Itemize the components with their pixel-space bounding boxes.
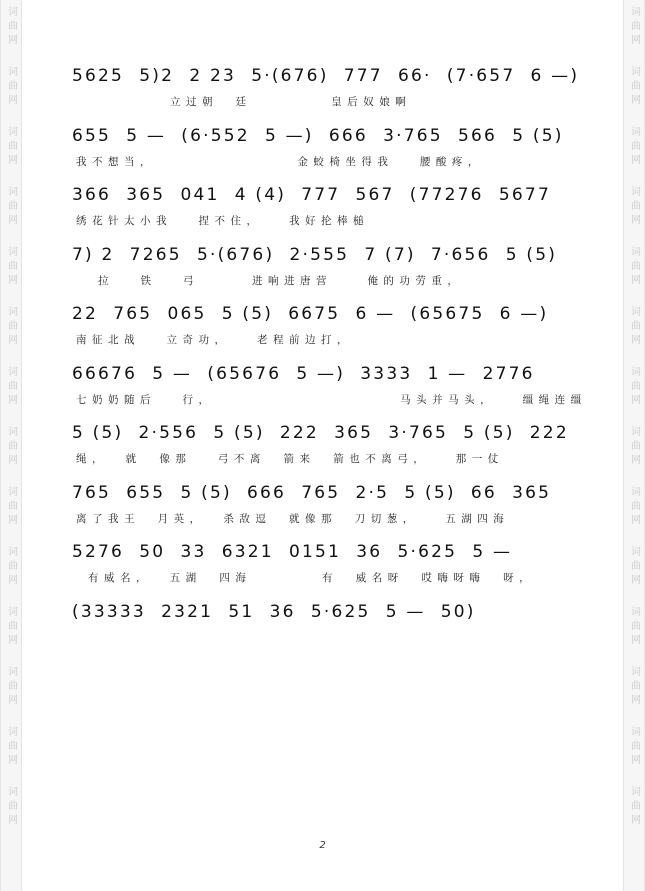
lyric-line: 有威名， 五湖 四海 有 威名呀 哎嗨呀嗨 呀， (88, 572, 536, 584)
lyric-line: 七奶奶随后 行， 马头并马头， 缰绳连缰 (76, 393, 587, 406)
jianpu-score (72, 50, 587, 645)
notation-line: 66676 5 — (65676 5 —) 3333 1 — 2776 (72, 363, 535, 384)
score-system (72, 229, 581, 289)
notation-line: 5 (5) 2·556 5 (5) 222 365 3·765 5 (5) 222 (72, 423, 569, 443)
notation-line: 655 5 — (6·552 5 —) 666 3·765 566 5 (5) (72, 125, 564, 146)
watermark-text: 词曲网 (628, 726, 640, 768)
watermark-text: 词曲网 (5, 246, 17, 288)
watermark-text: 词曲网 (5, 546, 17, 588)
score-system (72, 467, 581, 527)
score-system (72, 110, 581, 170)
watermark-text: 词曲网 (5, 306, 17, 348)
score-system (72, 50, 581, 110)
lyric-line: 绣花针太小我 捏不住， 我好抡棒槌 (76, 215, 370, 227)
notation-line: 765 655 5 (5) 666 765 2·5 5 (5) 66 365 (72, 482, 552, 503)
watermark-text: 词曲网 (628, 186, 640, 228)
score-system (72, 407, 581, 467)
score-system (72, 348, 587, 408)
score-system (72, 288, 581, 348)
lyric-line: 绳， 就 像那 弓不离 箭来 箭也不离弓， 那一仗 (76, 453, 504, 465)
watermark-text: 词曲网 (628, 426, 640, 468)
watermark-text: 词曲网 (5, 426, 17, 468)
watermark-text: 词曲网 (5, 366, 17, 408)
watermark-text: 词曲网 (5, 66, 17, 108)
notation-line: 7) 2 7265 5·(676) 2·555 7 (7) 7·656 5 (5) (72, 244, 558, 265)
watermark-text: 词曲网 (5, 666, 17, 708)
lyric-line: 拉 铁 弓 进响进唐营 俺的功劳重， (98, 274, 464, 287)
watermark-text: 词曲网 (5, 6, 17, 48)
watermark-text: 词曲网 (628, 6, 640, 48)
watermark-text: 词曲网 (628, 486, 640, 528)
watermark-text: 词曲网 (5, 606, 17, 648)
left-watermark-strip (0, 0, 22, 891)
score-system (72, 526, 581, 586)
score-system (72, 586, 581, 646)
watermark-text: 词曲网 (628, 786, 640, 828)
watermark-text: 词曲网 (5, 126, 17, 168)
watermark-text: 词曲网 (628, 546, 640, 588)
watermark-text: 词曲网 (5, 186, 17, 228)
lyric-line: 我不想当， 金蛟椅坐得我 腰酸疼， (76, 155, 484, 168)
lyric-line: 离了我王 月英， 杀敌逗 就像那 刀切葱， 五湖四海 (76, 512, 510, 525)
watermark-text: 词曲网 (628, 246, 640, 288)
watermark-text: 词曲网 (628, 126, 640, 168)
notation-line: (33333 2321 51 36 5·625 5 — 50) (72, 601, 476, 622)
lyric-line: 立过朝 廷 皇后奴娘啊 (170, 96, 412, 108)
notation-line: 5625 5)2 2 23 5·(676) 777 66· (7·657 6 —) (72, 66, 580, 86)
watermark-text: 词曲网 (5, 486, 17, 528)
right-watermark-strip (623, 0, 645, 891)
watermark-text: 词曲网 (628, 606, 640, 648)
notation-line: 366 365 041 4 (4) 777 567 (77276 5677 (72, 185, 551, 205)
watermark-text: 词曲网 (628, 306, 640, 348)
notation-line: 22 765 065 5 (5) 6675 6 — (65675 6 —) (72, 304, 549, 324)
watermark-text: 词曲网 (5, 726, 17, 768)
lyric-line: 南征北战 立奇功， 老程前边打， (76, 334, 354, 346)
score-system (72, 169, 581, 229)
watermark-text: 词曲网 (628, 666, 640, 708)
notation-line: 5276 50 33 6321 0151 36 5·625 5 — (72, 542, 513, 562)
watermark-text: 词曲网 (628, 366, 640, 408)
watermark-text: 词曲网 (628, 66, 640, 108)
watermark-text: 词曲网 (5, 786, 17, 828)
page-number: 2 (319, 840, 326, 851)
